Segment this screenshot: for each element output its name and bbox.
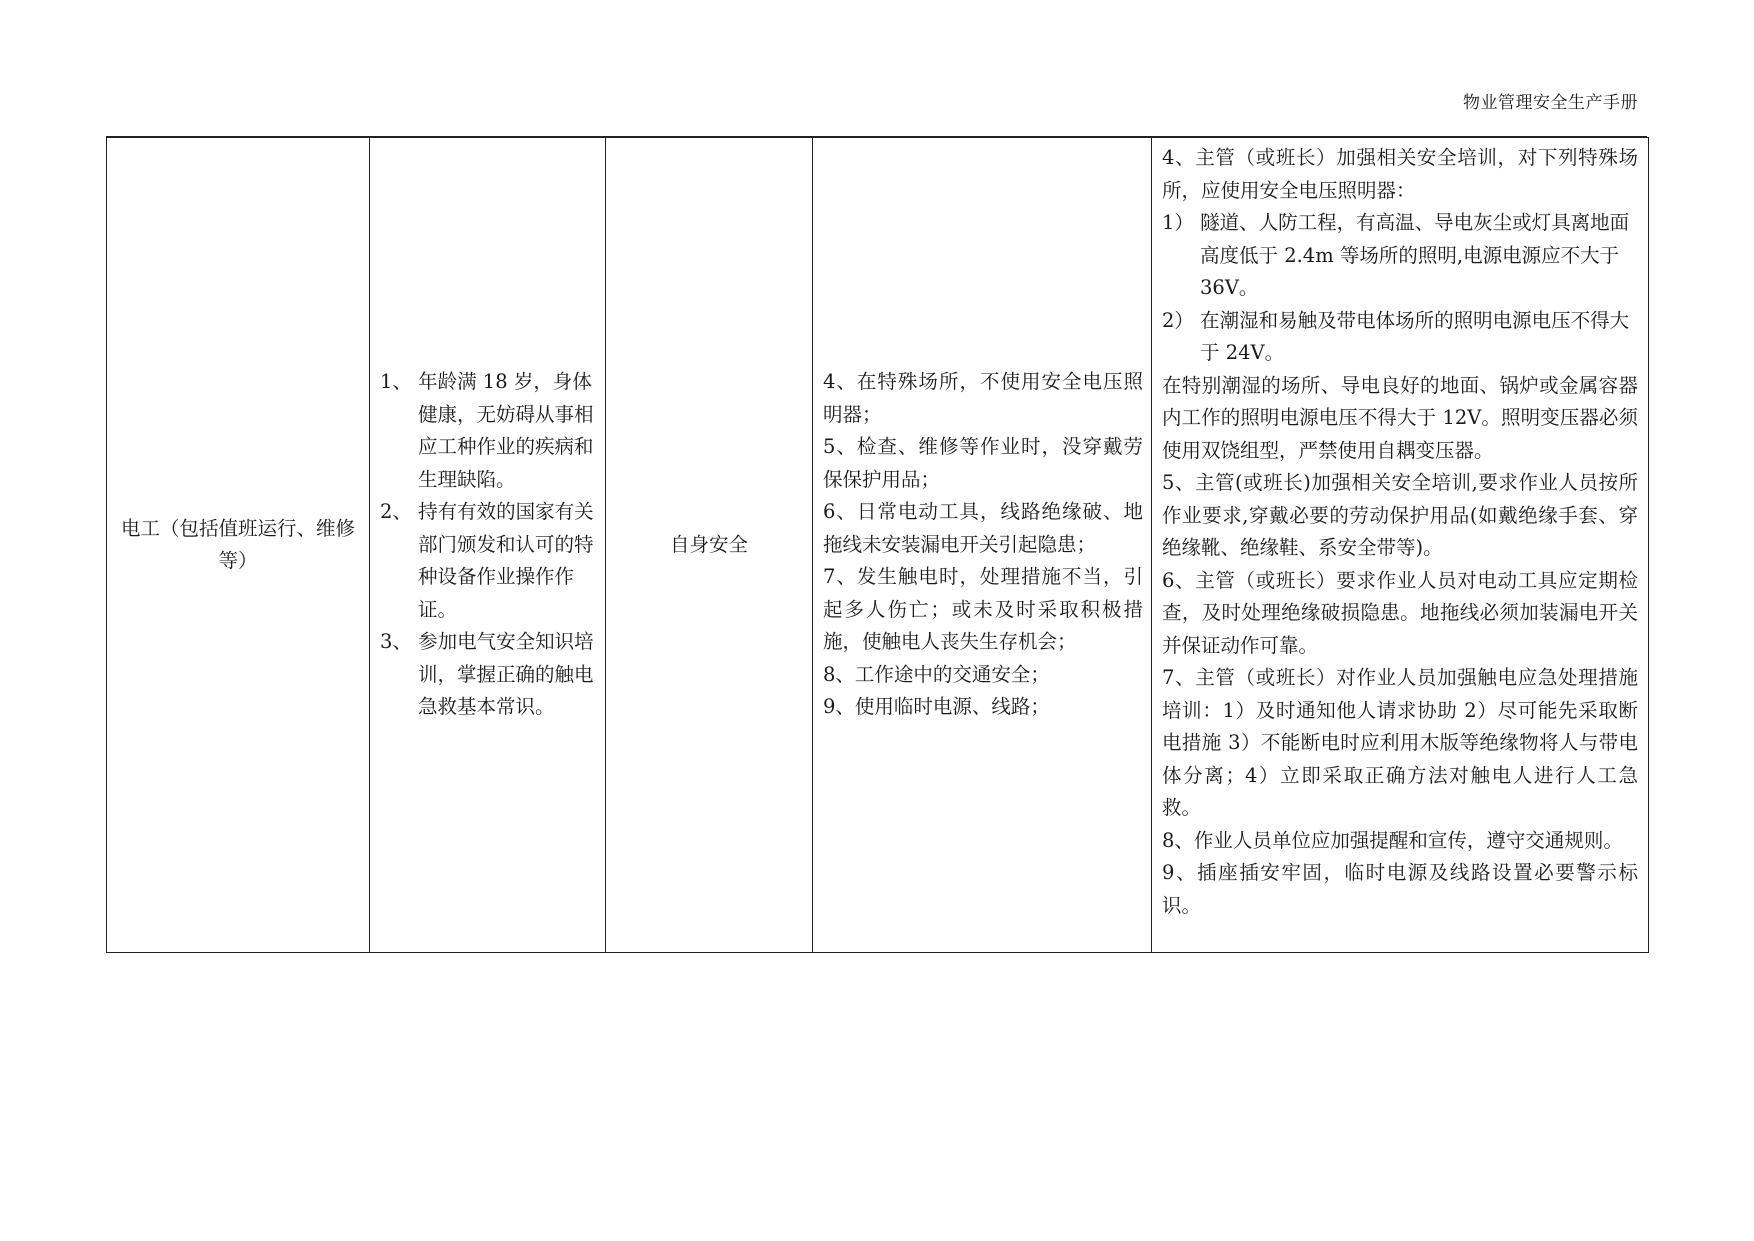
- measure-item: 5、主管(或班长)加强相关安全培训,要求作业人员按所作业要求,穿戴必要的劳动保护用品(如戴绝缘手套、穿绝缘靴、绝缘鞋、系安全带等)。: [1162, 471, 1638, 559]
- risk-item: 7、发生触电时，处理措施不当，引起多人伤亡；或未及时采取积极措施，使触电人丧失生存机会；: [823, 565, 1143, 654]
- measure-note: 在特别潮湿的场所、导电良好的地面、锅炉或金属容器内工作的照明电源电压不得大于 12V。照明变压器必须使用双饶组型，严禁使用自耦变压器。: [1162, 373, 1638, 462]
- measure-item: 6、主管（或班长）要求作业人员对电动工具应定期检查，及时处理绝缘破损隐患。地拖线必须加装漏电开关并保证动作可靠。: [1162, 568, 1638, 657]
- risk-factors-cell: [813, 138, 1152, 953]
- hazard-category-text: 自身安全: [669, 532, 748, 556]
- job-role-cell: [107, 138, 370, 953]
- risk-item: 5、检查、维修等作业时，没穿戴劳保保护用品；: [823, 435, 1143, 491]
- risk-item: 6、日常电动工具，线路绝缘破、地拖线未安装漏电开关引起隐患；: [823, 500, 1143, 556]
- job-role-text: 电工（包括值班运行、维修等）: [120, 516, 355, 572]
- measure-item: 7、主管（或班长）对作业人员加强触电应急处理措施培训：1）及时通知他人请求协助 2）尽可能先采取断电措施 3）不能断电时应利用木版等绝缘物将人与带电体分离；4）立即采取正确方法对触电人进行人工急救。: [1162, 666, 1638, 819]
- requirement-item: 1、 年龄满 18 岁，身体健康，无妨碍从事相应工种作业的疾病和生理缺陷。: [380, 370, 594, 491]
- measure-subitem: 2） 在潮湿和易触及带电体场所的照明电源电压不得大于 24V。: [1162, 308, 1630, 364]
- measure-item: 4、主管（或班长）加强相关安全培训，对下列特殊场所，应使用安全电压照明器：: [1162, 146, 1638, 202]
- requirements-cell: [370, 138, 606, 953]
- risk-item: 4、在特殊场所，不使用安全电压照明器；: [823, 370, 1143, 426]
- safety-table: [106, 137, 1649, 953]
- control-measures-cell: [1152, 138, 1649, 953]
- table-row: [107, 138, 1649, 953]
- safety-table-container: [106, 137, 1648, 953]
- hazard-category-cell: [606, 138, 813, 953]
- measure-item: 8、作业人员单位应加强提醒和宣传，遵守交通规则。: [1162, 828, 1623, 852]
- risk-item: 9、使用临时电源、线路；: [823, 695, 1050, 719]
- measure-item: 9、插座插安牢固，临时电源及线路设置必要警示标识。: [1162, 861, 1638, 917]
- page-header-title: 物业管理安全生产手册: [1463, 93, 1638, 113]
- requirement-item: 2、 持有有效的国家有关部门颁发和认可的特种设备作业操作作证。: [380, 500, 594, 621]
- risk-item: 8、工作途中的交通安全；: [823, 662, 1050, 686]
- requirement-item: 3、 参加电气安全知识培训，掌握正确的触电急救基本常识。: [380, 630, 594, 719]
- measure-subitem: 1） 隧道、人防工程，有高温、导电灰尘或灯具离地面高度低于 2.4m 等场所的照明,电源电源应不大于 36V。: [1162, 211, 1630, 299]
